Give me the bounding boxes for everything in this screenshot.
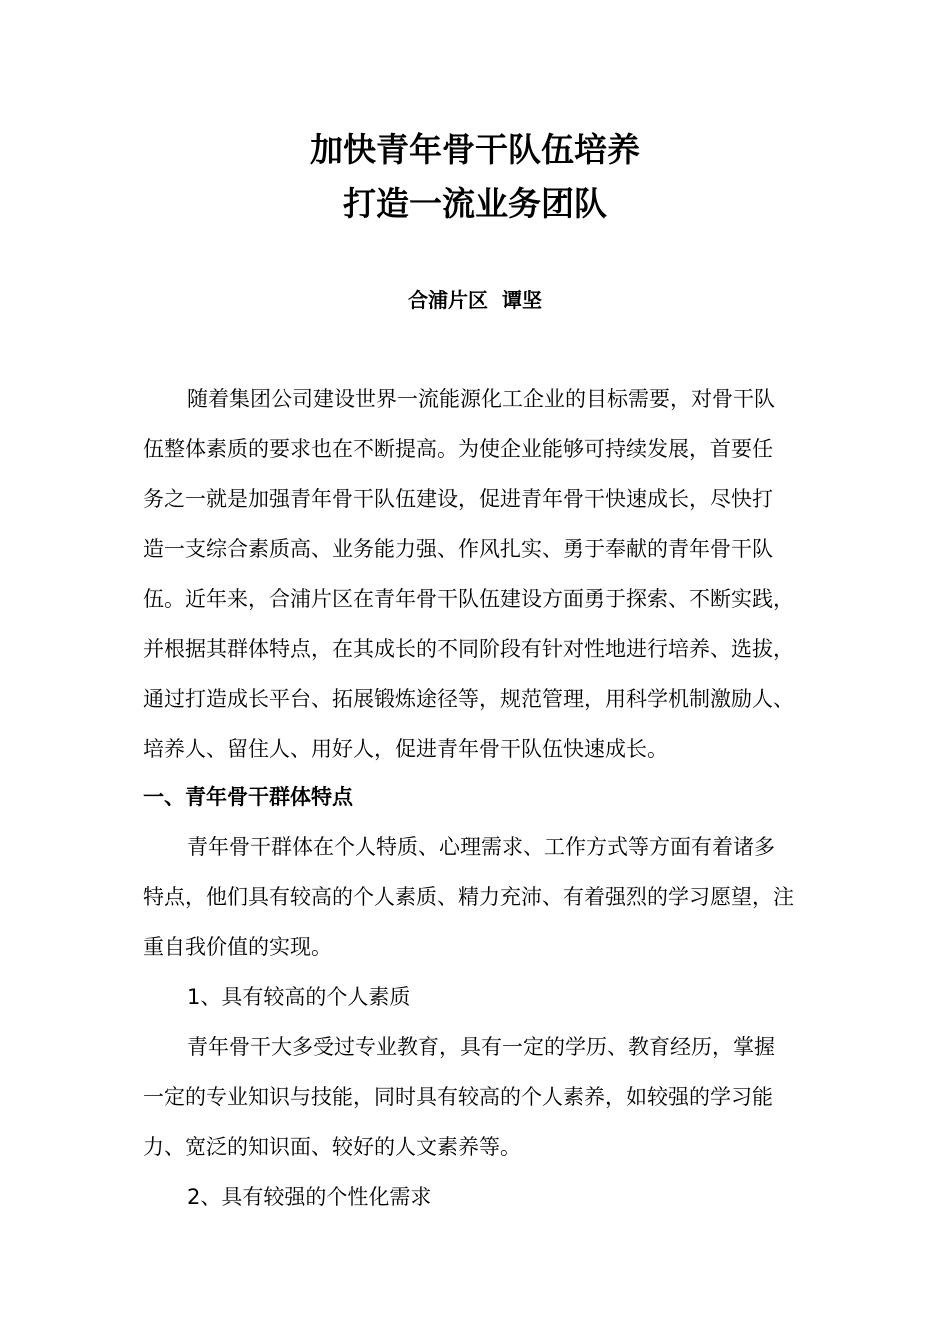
- document-title-line-1: 加快青年骨干队伍培养: [310, 130, 640, 169]
- subsection-heading: 2、具有较强的个性化需求: [187, 1185, 432, 1209]
- document-title-line-2: 打造一流业务团队: [343, 184, 607, 223]
- author-org: 合浦片区: [408, 288, 488, 312]
- author-line: [0, 286, 950, 314]
- section-heading: 一、青年骨干群体特点: [143, 785, 353, 809]
- paragraph-line: 青年骨干群体在个人特质、心理需求、工作方式等方面有着诸多: [187, 835, 775, 859]
- paragraph-line: 重自我价值的实现。: [143, 935, 332, 959]
- paragraph-line: 造一支综合素质高、业务能力强、作风扎实、勇于奉献的青年骨干队: [143, 537, 773, 561]
- author-name: 谭坚: [502, 288, 542, 312]
- paragraph-line: 一定的专业知识与技能，同时具有较高的个人素养，如较强的学习能: [143, 1085, 773, 1109]
- paragraph-line: 务之一就是加强青年骨干队伍建设，促进青年骨干快速成长，尽快打: [143, 487, 773, 511]
- paragraph-line: 伍。近年来，合浦片区在青年骨干队伍建设方面勇于探索、不断实践，: [143, 587, 794, 611]
- paragraph-line: 培养人、留住人、用好人，促进青年骨干队伍快速成长。: [143, 737, 668, 761]
- paragraph-line: 青年骨干大多受过专业教育，具有一定的学历、教育经历，掌握: [187, 1035, 775, 1059]
- paragraph-line: 并根据其群体特点，在其成长的不同阶段有针对性地进行培养、选拔，: [143, 637, 794, 661]
- paragraph-line: 随着集团公司建设世界一流能源化工企业的目标需要，对骨干队: [187, 387, 775, 411]
- paragraph-line: 伍整体素质的要求也在不断提高。为使企业能够可持续发展，首要任: [143, 437, 773, 461]
- paragraph-line: 通过打造成长平台、拓展锻炼途径等，规范管理，用科学机制激励人、: [143, 687, 794, 711]
- subsection-heading: 1、具有较高的个人素质: [187, 985, 411, 1009]
- paragraph-line: 力、宽泛的知识面、较好的人文素养等。: [143, 1135, 521, 1159]
- paragraph-line: 特点，他们具有较高的个人素质、精力充沛、有着强烈的学习愿望，注: [143, 885, 794, 909]
